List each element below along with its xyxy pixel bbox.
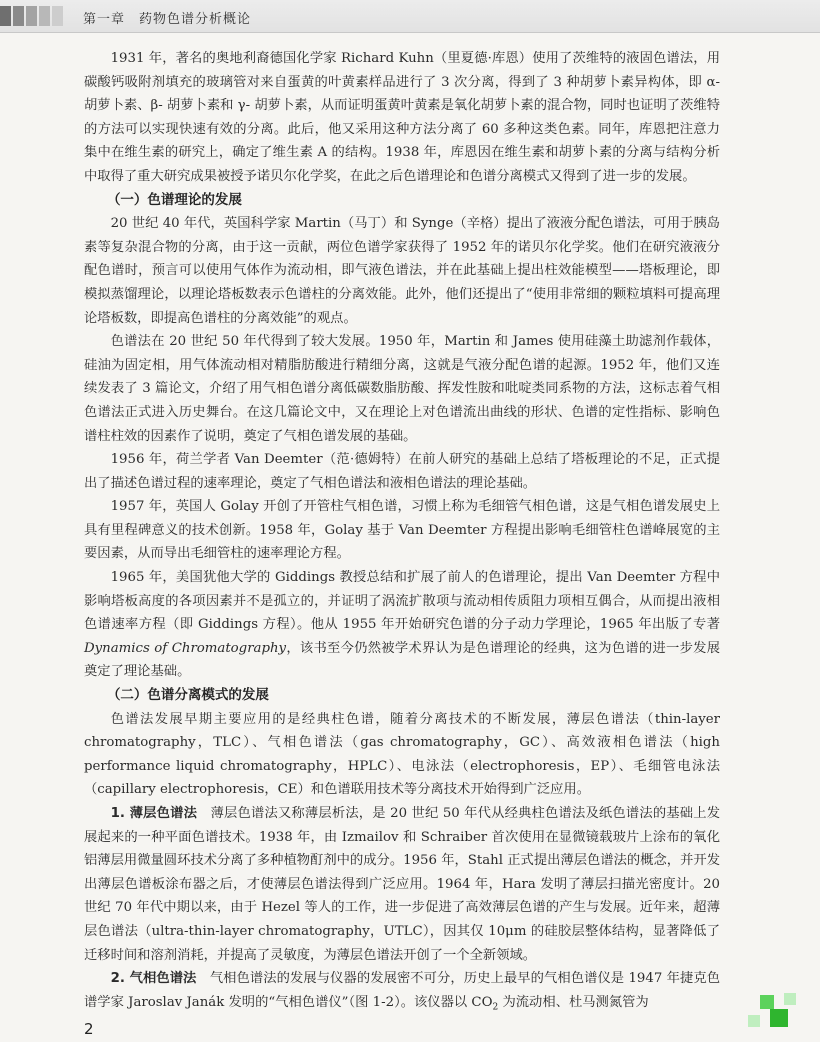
tlc-heading: 1. 薄层色谱法	[110, 806, 198, 821]
watermark-logo	[740, 985, 802, 1035]
tlc-text: 薄层色谱法又称薄层析法，是 20 世纪 50 年代从经典柱色谱法及纸色谱法的基础上发展起来的一种平面色谱技术。1938 年，由 Izmailov 和 Schraiber 首次使用在显微镜载玻片上涂布的氧化铝薄层用微量圆环技术分离了多种植物酊剂中的成分。1956 年，Stahl 正式提出薄层色谱法的概念，并开发出薄层色谱板涂布器之后，才使薄层色谱法得到广泛应用。1964 年，Hara 发明了薄层扫描光密度计。20 世纪 70 年代中期以来，由于 Hezel 等人的工作，进一步促进了高效薄层色谱的产生与发展。近年来，超薄层色谱法（ultra-thin-layer chromatography，UTLC），因其仅 10μm 的硅胶层整体结构，显著降低了迁移时间和溶剂消耗，并提高了灵敏度，为薄层色谱法开创了一个全新领域。	[84, 806, 721, 963]
paragraph-gc	[84, 967, 720, 1014]
gc-text: 气相色谱法的发展与仪器的发展密不可分，历史上最早的气相色谱仪是 1947 年捷克色谱学家 Jaroslav Janák 发明的“气相色谱仪”（图 1-2）。该仪器以 CO	[84, 971, 721, 1010]
paragraph-giddings	[84, 566, 720, 684]
paragraph-kuhn: 1931 年，著名的奥地利裔德国化学家 Richard Kuhn（里夏德·库恩）使用了茨维特的液固色谱法，用碳酸钙吸附剂填充的玻璃管对来自蛋黄的叶黄素样品进行了 3 次分离，得到了 3 种胡萝卜素异构体，即 α- 胡萝卜素、β- 胡萝卜素和 γ- 胡萝卜素，从而证明蛋黄叶黄素是氧化胡萝卜素的混合物，同时也证明了茨维特的方法可以实现快速有效的分离。此后，他又采用这种方法分离了 60 多种这类色素。同年，库恩把注意力集中在维生素的研究上，确定了维生素 A 的结构。1938 年，库恩因在维生素和胡萝卜素的分离与结构分析中取得了重大研究成果被授予诺贝尔化学奖，在此之后色谱理论和色谱分离模式又得到了进一步的发展。	[84, 51, 720, 184]
section-heading-theory: （一）色谱理论的发展	[106, 191, 242, 208]
paragraph-1950s: 色谱法在 20 世纪 50 年代得到了较大发展。1950 年，Martin 和 James 使用硅藻土助滤剂作载体，硅油为固定相，用气体流动相对精脂肪酸进行精细分离，这就是气液分配色谱的起源。1952 年，他们又连续发表了 3 篇论文，介绍了用气相色谱分离低碳数脂肪酸、挥发性胺和吡啶类同系物的方法，这标志着气相色谱法正式进入历史舞台。在这几篇论文中，又在理论上对色谱流出曲线的形状、色谱的定性指标、影响色谱柱柱效的因素作了说明，奠定了气相色谱发展的基础。	[84, 334, 720, 444]
watermark-block	[760, 995, 774, 1009]
paragraph-modes-intro: 色谱法发展早期主要应用的是经典柱色谱，随着分离技术的不断发展，薄层色谱法（thin-layer chromatography，TLC）、气相色谱法（gas chromatography，GC）、高效液相色谱法（high performance liquid chromatography，HPLC）、电泳法（electrophoresis，EP）、毛细管电泳法（capillary electrophoresis，CE）和色谱联用技术等分离技术开始得到广泛应用。	[84, 711, 720, 798]
page-body	[84, 47, 720, 1014]
paragraph-golay: 1957 年，英国人 Golay 开创了开管柱气相色谱，习惯上称为毛细管气相色谱，这是气相色谱发展史上具有里程碑意义的技术创新。1958 年，Golay 基于 Van Deemter 方程提出影响毛细管柱色谱峰展宽的主要因素，从而导出毛细管柱的速率理论方程。	[84, 499, 720, 562]
header-tile	[39, 6, 50, 26]
header-tile	[26, 6, 37, 26]
header-tile	[52, 6, 63, 26]
watermark-block	[784, 993, 796, 1005]
book-title: Dynamics of Chromatography	[84, 640, 287, 656]
page-number: 2	[84, 1020, 94, 1038]
watermark-block	[748, 1015, 760, 1027]
paragraph-martin-synge: 20 世纪 40 年代，英国科学家 Martin（马丁）和 Synge（辛格）提出了液液分配色谱法，可用于胰岛素等复杂混合物的分离，由于这一贡献，两位色谱学家获得了 1952 年的诺贝尔化学奖。他们在研究液液分配色谱时，预言可以使用气体作为流动相，即气液色谱法，并在此基础上提出柱效能模型——塔板理论，即模拟蒸馏理论，以理论塔板数表示色谱柱的分离效能。此外，他们还提出了“使用非常细的颗粒填料可提高理论塔板数，即提高色谱柱的分离效能”的观点。	[84, 216, 720, 326]
header-tile	[0, 6, 11, 26]
paragraph-van-deemter: 1956 年，荷兰学者 Van Deemter（范·德姆特）在前人研究的基础上总结了塔板理论的不足，正式提出了描述色谱过程的速率理论，奠定了气相色谱法和液相色谱法的理论基础。	[84, 452, 720, 491]
running-header	[0, 0, 820, 33]
subscript-2: 2	[492, 1002, 499, 1013]
giddings-text: 1965 年，美国犹他大学的 Giddings 教授总结和扩展了前人的色谱理论，提出 Van Deemter 方程中影响塔板高度的各项因素并不是孤立的，并证明了涡流扩散项与流动相传质阻力项相互偶合，从而提出液相色谱速率方程（即 Giddings 方程）。他从 1955 年开始研究色谱的分子动力学理论，1965 年出版了专著	[84, 570, 720, 633]
chapter-title: 第一章 药物色谱分析概论	[83, 12, 252, 27]
header-decoration	[0, 6, 65, 26]
giddings-text-end: ，该书至今仍然被学术界认为是色谱理论的经典，这为色谱的进一步发展奠定了理论基础。	[84, 640, 721, 680]
paragraph-tlc	[84, 802, 720, 967]
gc-text-end: 为流动相、杜马测氮管为	[498, 994, 649, 1010]
section-heading-modes: （二）色谱分离模式的发展	[106, 687, 269, 704]
header-tile	[13, 6, 24, 26]
gc-heading: 2. 气相色谱法	[110, 971, 197, 987]
watermark-block	[770, 1009, 788, 1027]
